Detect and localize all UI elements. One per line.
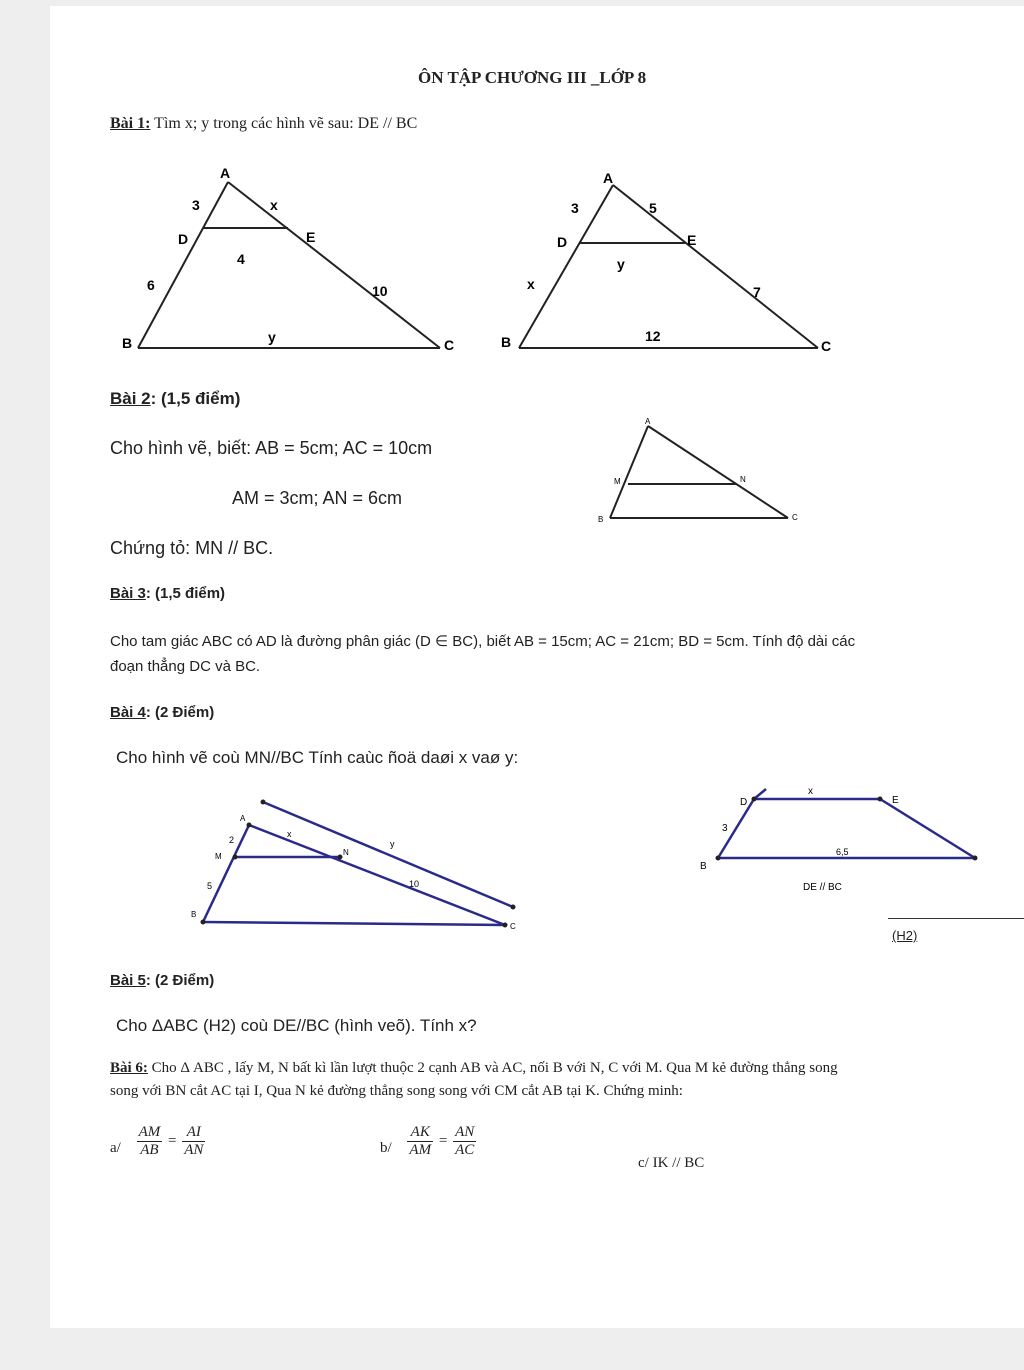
- bai4-fig1-point-c: [503, 923, 508, 928]
- bai2-figure: [590, 412, 810, 530]
- bai4-fig2-caption: DE // BC: [803, 882, 842, 893]
- bai5-heading: [110, 972, 214, 989]
- fraction-numerator: AM: [138, 1124, 161, 1140]
- fig1-len-ec: 10: [372, 283, 388, 299]
- fraction-am-ab: [137, 1124, 163, 1159]
- bai2-points: : (1,5 điểm): [150, 389, 241, 408]
- fig2-len-bc: 12: [645, 328, 661, 344]
- bai4-fig1-side-ac: [249, 825, 505, 925]
- h2-tag: (H2): [892, 928, 918, 943]
- bai5-points: : (2 Điểm): [145, 972, 215, 989]
- bai4-fig1-point-end: [511, 905, 516, 910]
- bai4-fig2-len-bc: 6,5: [836, 847, 849, 857]
- bai4-fig2-point-e: [878, 797, 883, 802]
- bai4-fig2-point-c: [973, 856, 978, 861]
- bai4-fig2-side-ec: [880, 799, 975, 858]
- bai1-text: Tìm x; y trong các hình vẽ sau: DE // BC: [150, 115, 418, 132]
- bai1-label: Bài 1:: [110, 115, 151, 132]
- page-title: ÔN TẬP CHƯƠNG III _LỚP 8: [418, 68, 647, 87]
- bai4-fig2-len-db: 3: [722, 823, 728, 834]
- bai4-fig1-len-y: y: [390, 839, 395, 849]
- bai4-fig1-point-b: [201, 920, 206, 925]
- bai4-fig1-label-m: M: [215, 852, 222, 861]
- bai2-fig-label-n: N: [740, 475, 746, 484]
- bai6-part-a-label: a/: [110, 1140, 121, 1156]
- bai4-figure-1: [185, 795, 530, 940]
- bai4-fig1-len-am: 2: [229, 835, 235, 845]
- bai3-label: Bài 3: [110, 585, 146, 602]
- bai4-fig1-label-a: A: [240, 814, 246, 823]
- fig2-label-c: C: [821, 338, 832, 354]
- bai4-fig1-side-ab: [203, 825, 249, 922]
- bai3-line-1: Cho tam giác ABC có AD là đường phân giác (D ∈ BC), biết AB = 15cm; AC = 21cm; BD = 5cm. Tính độ dài các: [110, 633, 856, 650]
- fraction-ak-am: [407, 1124, 433, 1159]
- bai1-figure-2: [495, 165, 840, 365]
- fig2-len-db: x: [527, 276, 535, 292]
- bai6-label: Bài 6:: [110, 1060, 148, 1076]
- bai4-fig2-label-d: D: [740, 797, 748, 808]
- bai2-fig-side-ac: [648, 426, 788, 518]
- fig2-side-ac: [613, 185, 818, 348]
- fig2-len-ae: 5: [649, 200, 657, 216]
- bai4-fig1-len-mn: x: [287, 829, 292, 839]
- bai4-fig2-label-e: E: [892, 795, 899, 806]
- bai4-fig2-len-de: x: [808, 786, 813, 797]
- fraction-denominator: AM: [409, 1142, 432, 1158]
- bai4-fig1-point-top: [261, 800, 266, 805]
- equals-sign: =: [438, 1133, 448, 1149]
- bai4-figure-2: [690, 785, 990, 900]
- fraction-denominator: AB: [140, 1142, 159, 1158]
- bai5-label: Bài 5: [110, 972, 146, 989]
- bai3-line-2: đoạn thẳng DC và BC.: [110, 658, 261, 675]
- fig1-len-ae: x: [270, 197, 278, 213]
- fraction-an-ac: [453, 1124, 476, 1159]
- bai2-fig-label-b: B: [598, 515, 604, 524]
- bai6-part-a: [110, 1124, 205, 1159]
- bai4-fig1-label-n: N: [343, 848, 349, 857]
- fig1-len-de: 4: [237, 251, 245, 267]
- fraction-denominator: AC: [455, 1142, 475, 1158]
- bai6-text-1: Cho Δ ABC , lấy M, N bất kì lần lượt thuộc 2 cạnh AB và AC, nối B với N, C với M. Qua M kẻ đường thẳng song: [147, 1060, 838, 1076]
- fig2-len-de: y: [617, 256, 625, 272]
- bai4-fig1-parallel-line: [263, 802, 513, 907]
- fig1-len-bc: y: [268, 329, 276, 345]
- bai6-part-c: c/ IK // BC: [638, 1155, 705, 1171]
- fig1-side-ac: [228, 182, 440, 348]
- bai4-fig2-point-d: [752, 797, 757, 802]
- bai2-fig-label-a: A: [645, 417, 651, 426]
- bai2-line-2: AM = 3cm; AN = 6cm: [232, 488, 403, 508]
- fig1-label-d: D: [178, 231, 189, 247]
- fig2-label-b: B: [501, 334, 512, 350]
- bai6-line-2: song với BN cắt AC tại I, Qua N kẻ đường thẳng song song với CM cắt AB tại K. Chứng minh:: [110, 1083, 683, 1099]
- bai4-heading: [110, 704, 214, 721]
- fig2-len-ec: 7: [753, 284, 761, 300]
- h2-divider: [888, 918, 1024, 919]
- fig1-side-ab: [138, 182, 228, 348]
- bai2-fig-label-c: C: [792, 513, 798, 522]
- bai6-part-b-label: b/: [380, 1140, 392, 1156]
- bai4-fig1-label-c: C: [510, 922, 516, 931]
- fig1-label-a: A: [220, 165, 231, 181]
- bai4-fig2-point-b: [716, 856, 721, 861]
- fig2-side-ab: [519, 185, 613, 348]
- bai4-text: Cho hình vẽ coù MN//BC Tính caùc ñoä daøi x vaø y:: [116, 748, 519, 767]
- equals-sign: =: [168, 1133, 177, 1149]
- fig2-label-d: D: [557, 234, 568, 250]
- bai2-fig-label-m: M: [614, 477, 621, 486]
- bai4-fig1-side-bc: [203, 922, 505, 925]
- bai6-line-1: [110, 1060, 838, 1077]
- bai4-label: Bài 4: [110, 704, 146, 721]
- fraction-ai-an: [182, 1124, 205, 1159]
- fig2-len-ad: 3: [571, 200, 579, 216]
- bai4-fig2-label-b: B: [700, 861, 707, 872]
- fig2-label-a: A: [603, 170, 614, 186]
- fig1-label-b: B: [122, 335, 133, 351]
- bai2-fig-side-ab: [610, 426, 648, 518]
- bai3-points: : (1,5 điểm): [145, 585, 226, 602]
- bai3-heading: [110, 585, 225, 602]
- bai2-line-1: Cho hình vẽ, biết: AB = 5cm; AC = 10cm: [110, 438, 433, 458]
- bai6-part-b: [380, 1124, 476, 1159]
- bai2-line-3: Chứng tỏ: MN // BC.: [110, 538, 274, 558]
- fraction-numerator: AI: [182, 1124, 205, 1142]
- bai4-points: : (2 Điểm): [145, 704, 215, 721]
- bai1-heading: [110, 115, 417, 133]
- fraction-numerator: AN: [455, 1124, 475, 1140]
- bai2-label: Bài 2: [110, 389, 151, 408]
- fig2-label-e: E: [687, 232, 697, 248]
- bai4-fig1-label-b: B: [191, 910, 197, 919]
- bai4-fig1-point-n: [338, 855, 343, 860]
- bai1-figure-1: [110, 160, 470, 360]
- fraction-numerator: AK: [407, 1124, 433, 1142]
- bai4-fig1-point-m: [233, 855, 238, 860]
- fig1-label-e: E: [306, 229, 316, 245]
- bai4-fig1-point-a: [247, 823, 252, 828]
- bai4-fig1-len-mb: 5: [207, 881, 213, 891]
- fig1-label-c: C: [444, 337, 455, 353]
- bai4-fig1-len-nc: 10: [409, 879, 420, 889]
- fig1-len-ad: 3: [192, 197, 200, 213]
- bai5-text: Cho ΔABC (H2) coù DE//BC (hình veõ). Tính x?: [116, 1016, 477, 1035]
- fraction-denominator: AN: [184, 1142, 204, 1158]
- bai2-heading: [110, 389, 240, 409]
- fig1-len-db: 6: [147, 277, 155, 293]
